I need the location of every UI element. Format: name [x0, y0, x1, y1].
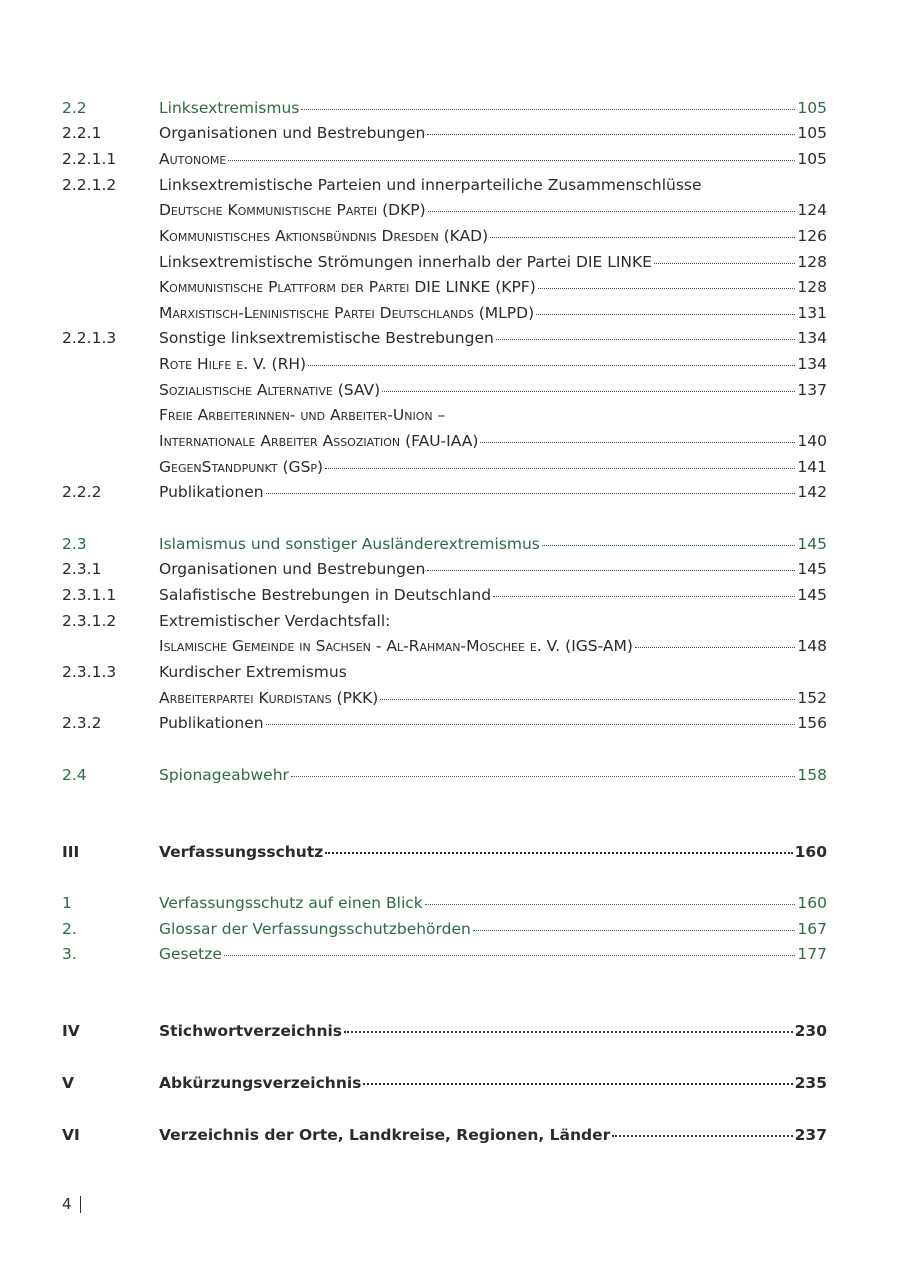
- toc-page: 134: [797, 329, 827, 347]
- toc-title: Islamische Gemeinde in Sachsen - Al-Rahman-Moschee e. V. (IGS-AM): [159, 637, 633, 655]
- toc-page: 124: [797, 201, 827, 219]
- toc-title: Salafistische Bestrebungen in Deutschland: [159, 586, 492, 604]
- dot-leader: [428, 211, 796, 212]
- dot-leader: [480, 442, 795, 443]
- toc-number: 2.2.2: [62, 483, 102, 501]
- toc-page: 148: [797, 637, 827, 655]
- toc-number: 2.4: [62, 766, 87, 784]
- toc-entry-gsp[interactable]: [62, 455, 827, 479]
- toc-entry-2-3-1-3[interactable]: [62, 660, 827, 684]
- toc-entry-dkp[interactable]: [62, 198, 827, 222]
- toc-entry-2-2[interactable]: [62, 96, 827, 120]
- toc-title: Sozialistische Alternative (SAV): [159, 381, 381, 399]
- toc-entry-iv[interactable]: [62, 1019, 827, 1043]
- toc-entry-v[interactable]: [62, 1071, 827, 1095]
- toc-title: Linksextremistische Parteien und innerparteiliche Zusammenschlüsse: [159, 176, 702, 194]
- toc-title: Islamismus und sonstiger Ausländerextremismus: [159, 535, 540, 553]
- toc-title: Glossar der Verfassungsschutzbehörden: [159, 920, 471, 938]
- toc-title: Organisationen und Bestrebungen: [159, 560, 426, 578]
- toc-number: 2.: [62, 920, 77, 938]
- toc-page: 177: [797, 945, 827, 963]
- toc-entry-2-2-1-3[interactable]: [62, 326, 827, 350]
- toc-entry-sav[interactable]: [62, 378, 827, 402]
- toc-page: 134: [797, 355, 827, 373]
- toc-page: 145: [797, 560, 827, 578]
- dot-leader: [325, 852, 792, 854]
- toc-page: 128: [797, 278, 827, 296]
- toc-entry-iii-1[interactable]: [62, 891, 827, 915]
- toc-page: 131: [797, 304, 827, 322]
- toc-number: 2.2.1: [62, 124, 102, 142]
- toc-number: 3.: [62, 945, 77, 963]
- toc-title: Abkürzungsverzeichnis: [159, 1074, 362, 1092]
- dot-leader: [380, 699, 795, 700]
- toc-entry-2-2-1[interactable]: [62, 121, 827, 145]
- toc-page: 141: [797, 458, 827, 476]
- toc-page: 158: [797, 766, 827, 784]
- toc-entry-2-3-2[interactable]: [62, 711, 827, 735]
- toc-page: 126: [797, 227, 827, 245]
- page-footer: [62, 1195, 81, 1213]
- toc-title: Stichwortverzeichnis: [159, 1022, 343, 1040]
- toc-entry-pkk[interactable]: [62, 686, 827, 710]
- dot-leader: [363, 1083, 792, 1085]
- toc-entry-iii-3[interactable]: [62, 942, 827, 966]
- dot-leader: [538, 288, 796, 289]
- toc-number: 2.3.1: [62, 560, 102, 578]
- toc-title: Spionageabwehr: [159, 766, 289, 784]
- dot-leader: [635, 647, 796, 648]
- toc-page: 137: [797, 381, 827, 399]
- toc-page: 235: [794, 1074, 827, 1092]
- toc-page: 105: [797, 99, 827, 117]
- dot-leader: [654, 263, 795, 264]
- toc-page: 145: [797, 586, 827, 604]
- toc-page: 105: [797, 150, 827, 168]
- dot-leader: [612, 1135, 792, 1137]
- toc-entry-mlpd[interactable]: [62, 301, 827, 325]
- toc-entry-2-3-1-2[interactable]: [62, 609, 827, 633]
- dot-leader: [301, 109, 795, 110]
- dot-leader: [493, 596, 795, 597]
- toc-number: 2.3.2: [62, 714, 102, 732]
- toc-page: 160: [797, 894, 827, 912]
- toc-number: 2.3.1.3: [62, 663, 117, 681]
- toc-entry-fau-iaa[interactable]: [62, 429, 827, 453]
- dot-leader: [325, 468, 795, 469]
- toc-page: 142: [797, 483, 827, 501]
- toc-page: 140: [797, 432, 827, 450]
- toc-title: Extremistischer Verdachtsfall:: [159, 612, 391, 630]
- dot-leader: [427, 570, 795, 571]
- toc-number: 2.3.1.1: [62, 586, 117, 604]
- toc-page: 152: [797, 689, 827, 707]
- toc-page: 237: [794, 1126, 827, 1144]
- toc-entry-vi[interactable]: [62, 1123, 827, 1147]
- dot-leader: [291, 776, 795, 777]
- dot-leader: [536, 314, 795, 315]
- toc-title: Kurdischer Extremismus: [159, 663, 347, 681]
- dot-leader: [344, 1031, 793, 1033]
- toc-entry-kpf[interactable]: [62, 275, 827, 299]
- toc-entry-igs-am[interactable]: [62, 634, 827, 658]
- toc-number: 2.3: [62, 535, 87, 553]
- toc-number: 2.2.1.1: [62, 150, 117, 168]
- toc-page: 128: [797, 253, 827, 271]
- toc-title: Gesetze: [159, 945, 222, 963]
- toc-title: Sonstige linksextremistische Bestrebungen: [159, 329, 494, 347]
- toc-title: Deutsche Kommunistische Partei (DKP): [159, 201, 426, 219]
- toc-title: Publikationen: [159, 714, 264, 732]
- toc-title: Autonome: [159, 150, 227, 168]
- toc-number: 1: [62, 894, 72, 912]
- toc-title: Verfassungsschutz: [159, 843, 324, 861]
- toc-entry-2-3[interactable]: [62, 532, 827, 556]
- dot-leader: [382, 391, 795, 392]
- toc-number: IV: [62, 1022, 80, 1040]
- toc-number: V: [62, 1074, 74, 1092]
- dot-leader: [308, 365, 795, 366]
- toc-entry-2-3-1[interactable]: [62, 557, 827, 581]
- dot-leader: [425, 904, 796, 905]
- toc-number: 2.2.1.3: [62, 329, 117, 347]
- toc-title: Kommunistische Plattform der Partei DIE LINKE (KPF): [159, 278, 536, 296]
- toc-title: Arbeiterpartei Kurdistans (PKK): [159, 689, 379, 707]
- toc-number: 2.2.1.2: [62, 176, 117, 194]
- toc-page: 145: [797, 535, 827, 553]
- toc-entry-2-3-1-1[interactable]: [62, 583, 827, 607]
- footer-divider: [80, 1196, 81, 1213]
- dot-leader: [228, 160, 795, 161]
- toc-title: Internationale Arbeiter Assoziation (FAU-IAA): [159, 432, 479, 450]
- dot-leader: [266, 724, 796, 725]
- toc-entry-2-4[interactable]: [62, 763, 827, 787]
- toc-entry-fau-line1[interactable]: [62, 403, 827, 427]
- toc-number: 2.3.1.2: [62, 612, 117, 630]
- dot-leader: [542, 545, 796, 546]
- page-number: 4: [62, 1195, 72, 1213]
- toc-page: 167: [797, 920, 827, 938]
- toc-title: GegenStandpunkt (GSp): [159, 458, 324, 476]
- toc-page: 230: [794, 1022, 827, 1040]
- toc-title: Freie Arbeiterinnen- und Arbeiter-Union –: [159, 406, 446, 424]
- toc-title: Organisationen und Bestrebungen: [159, 124, 426, 142]
- toc-title: Rote Hilfe e. V. (RH): [159, 355, 307, 373]
- toc-entry-rh[interactable]: [62, 352, 827, 376]
- toc-title: Kommunistisches Aktionsbündnis Dresden (KAD): [159, 227, 489, 245]
- toc-title: Verfassungsschutz auf einen Blick: [159, 894, 423, 912]
- dot-leader: [496, 339, 796, 340]
- toc-page: 156: [797, 714, 827, 732]
- dot-leader: [473, 930, 796, 931]
- toc-title: Verzeichnis der Orte, Landkreise, Regionen, Länder: [159, 1126, 611, 1144]
- toc-entry-2-2-1-2[interactable]: [62, 173, 827, 197]
- toc-title: Linksextremistische Strömungen innerhalb der Partei DIE LINKE: [159, 253, 652, 271]
- toc-entry-kad[interactable]: [62, 224, 827, 248]
- dot-leader: [224, 955, 795, 956]
- toc-title: Marxistisch-Leninistische Partei Deutschlands (MLPD): [159, 304, 535, 322]
- toc-entry-2-2-2[interactable]: [62, 480, 827, 504]
- dot-leader: [490, 237, 795, 238]
- toc-number: 2.2: [62, 99, 87, 117]
- toc-entry-iii[interactable]: [62, 840, 827, 864]
- toc-page: 160: [794, 843, 827, 861]
- toc-title: Publikationen: [159, 483, 264, 501]
- dot-leader: [427, 134, 795, 135]
- toc-number: VI: [62, 1126, 80, 1144]
- dot-leader: [266, 493, 796, 494]
- toc-page: 105: [797, 124, 827, 142]
- toc-entry-die-linke[interactable]: [62, 250, 827, 274]
- toc-entry-2-2-1-1[interactable]: [62, 147, 827, 171]
- toc-number: III: [62, 843, 80, 861]
- toc-entry-iii-2[interactable]: [62, 917, 827, 941]
- toc-title: Linksextremismus: [159, 99, 300, 117]
